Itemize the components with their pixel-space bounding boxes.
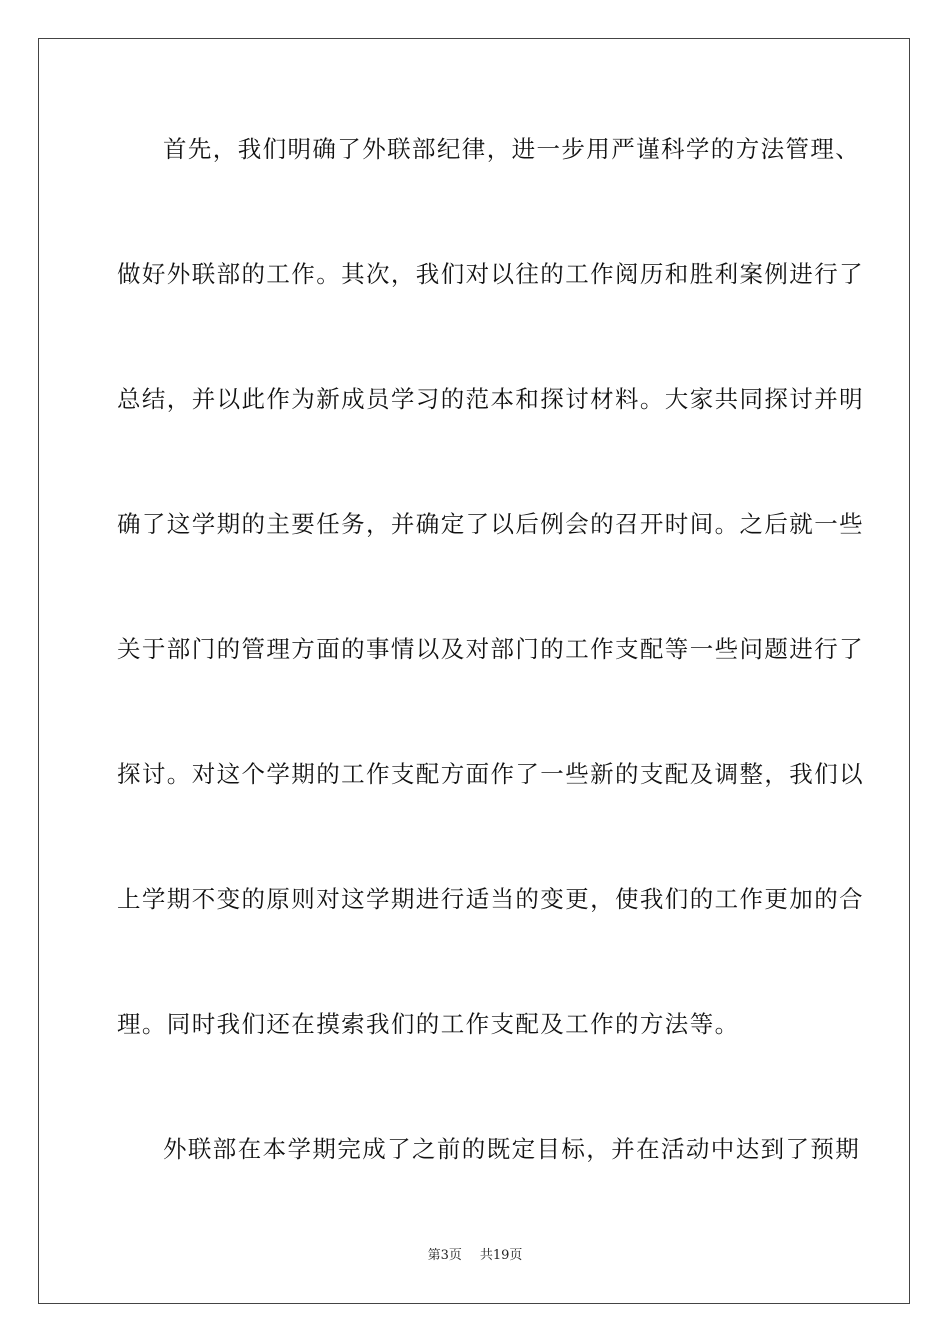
page-total: 共19页 <box>479 1248 523 1263</box>
paragraph-line-9: 外联部在本学期完成了之前的既定目标，并在活动中达到了预期 <box>163 1135 861 1163</box>
paragraph-line-2: 做好外联部的工作。其次，我们对以往的工作阅历和胜利案例进行了 <box>117 260 864 288</box>
paragraph-line-8: 理。同时我们还在摸索我们的工作支配及工作的方法等。 <box>117 1010 740 1038</box>
page-number: 第3页 <box>427 1248 462 1263</box>
paragraph-line-1: 首先，我们明确了外联部纪律，进一步用严谨科学的方法管理、 <box>163 135 861 163</box>
page-border <box>38 38 910 1304</box>
paragraph-line-4: 确了这学期的主要任务，并确定了以后例会的召开时间。之后就一些 <box>117 510 864 538</box>
page-footer <box>0 1247 950 1265</box>
paragraph-line-5: 关于部门的管理方面的事情以及对部门的工作支配等一些问题进行了 <box>117 635 864 663</box>
paragraph-line-6: 探讨。对这个学期的工作支配方面作了一些新的支配及调整，我们以 <box>117 760 864 788</box>
paragraph-line-3: 总结，并以此作为新成员学习的范本和探讨材料。大家共同探讨并明 <box>117 385 864 413</box>
paragraph-line-7: 上学期不变的原则对这学期进行适当的变更，使我们的工作更加的合 <box>117 885 864 913</box>
